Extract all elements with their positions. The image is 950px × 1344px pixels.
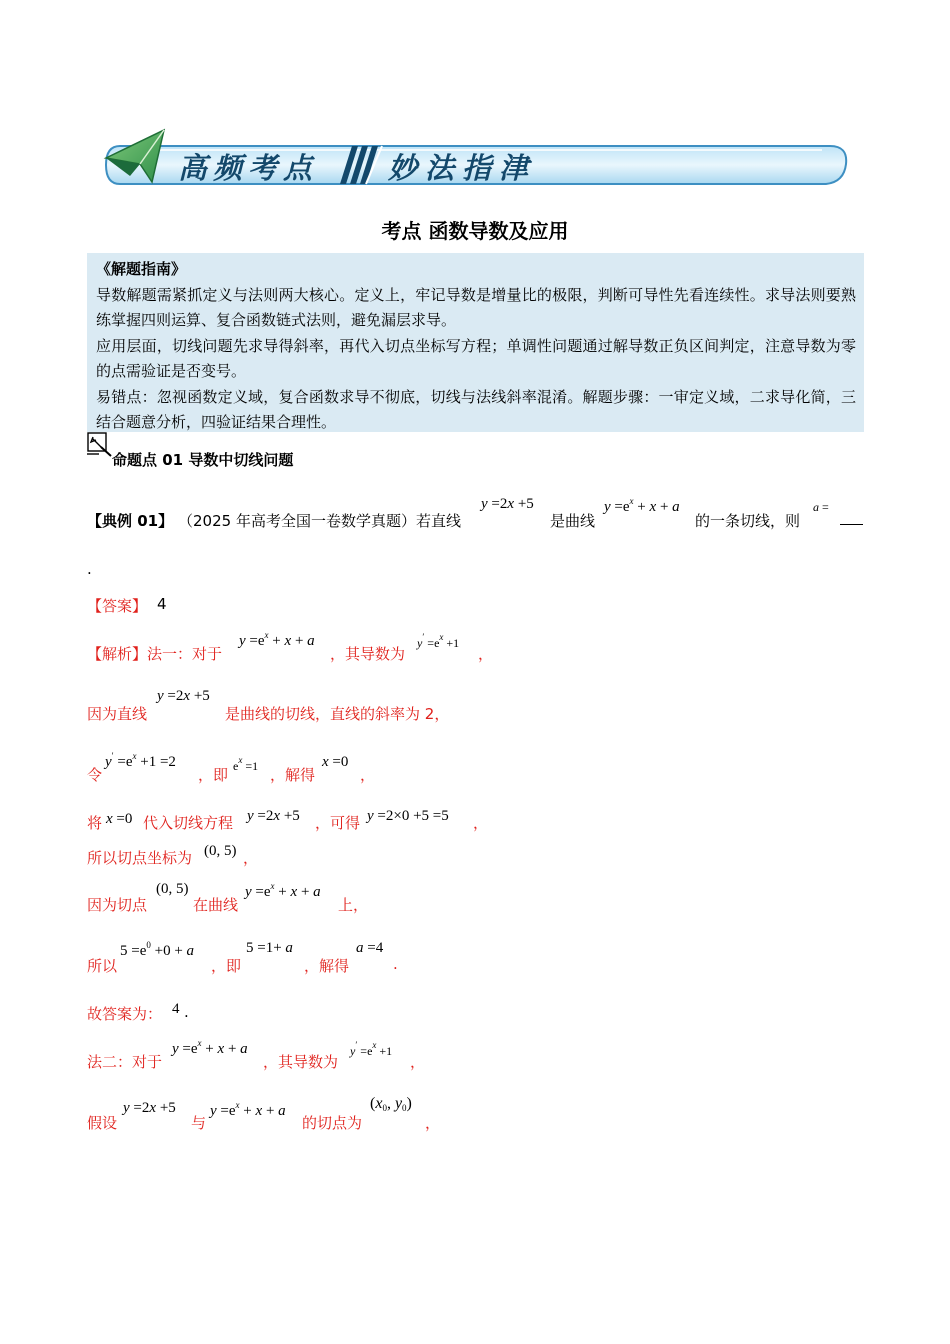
solution-line4-d: ，: [473, 814, 489, 832]
solution-line10-b: 与: [191, 1114, 207, 1132]
math-point-05-2: (0, 5): [156, 881, 189, 897]
math-x-eq-0-2: x =0: [106, 811, 133, 827]
guide-box: [87, 253, 864, 432]
example-text-mid1: 是曲线: [550, 512, 596, 530]
solution-line9-c: ，: [410, 1053, 426, 1071]
math-line-eq-2: y =2x +5: [157, 688, 210, 704]
math-5-eq-1a: 5 =1+ a: [246, 940, 293, 956]
solution-line8-value: 4: [172, 1001, 180, 1017]
banner-right-text: 妙法指津: [388, 151, 537, 185]
solution-line4-c: ，可得: [315, 814, 361, 832]
pencil-note-icon: [87, 432, 113, 458]
math-derivative-2: $y' =e^x +1$: [350, 1040, 393, 1058]
solution-line1-b: ，其导数为: [330, 645, 406, 663]
solution-line2-b: 是曲线的切线，直线的斜率为 2，: [225, 705, 450, 723]
solution-line1-c: ，: [478, 645, 494, 663]
math-a-eq: a =: [813, 500, 829, 514]
math-x-eq-0: x =0: [322, 754, 349, 770]
example-label: 【典例 01】: [87, 512, 174, 530]
solution-line2-a: 因为直线: [87, 705, 148, 723]
math-a-eq-4: a =4: [356, 940, 384, 956]
guide-paragraph-1: 导数解题需紧抓定义与法则两大核心。定义上，牢记导数是增量比的极限，判断可导性先看连续性。求导法则要熟练掌握四则运算、复合函数链式法则，避免漏层求导。: [96, 285, 856, 329]
solution-line7-d: .: [393, 955, 398, 973]
math-curve-eq-2: $y =e^x + x + a$: [239, 630, 315, 649]
math-point-05: (0, 5): [204, 843, 237, 859]
solution-line3-d: ，: [360, 766, 376, 784]
solution-line7-a: 所以: [87, 957, 118, 975]
math-curve-eq-4: $y =e^x + x + a$: [172, 1038, 248, 1057]
solution-line6-a: 因为切点: [87, 896, 148, 914]
guide-paragraph-2: 应用层面，切线问题先求导得斜率，再代入切点坐标写方程；单调性问题通过解导数正负区间判定，注意导数为零的点需验证是否变号。: [96, 336, 856, 380]
guide-paragraph-3: 易错点：忽视函数定义域，复合函数求导不彻底，切线与法线斜率混淆。解题步骤：一审定义域，二求导化简，三结合题意分析，四验证结果合理性。: [96, 387, 856, 431]
math-line-eq-4: y =2x +5: [123, 1100, 176, 1116]
answer-value: 4: [157, 595, 167, 613]
solution-line5-b: ，: [243, 849, 259, 867]
math-derivative-eq-2: $y' =e^x +1 =2$: [105, 751, 176, 770]
solution-line9-b: ，其导数为: [263, 1053, 339, 1071]
example-text-mid2: 的一条切线，则: [695, 512, 801, 530]
mingti-title: 命题点 01 导数中切线问题: [112, 451, 294, 469]
solution-line10-c: 的切点为: [302, 1114, 363, 1132]
solution-line10-d: ，: [425, 1114, 441, 1132]
solution-line7-b: ，即: [211, 957, 242, 975]
solution-line8-a: 故答案为：: [87, 1005, 163, 1023]
answer-label: 【答案】: [87, 597, 148, 615]
solution-line7-c: ，解得: [304, 957, 350, 975]
solution-line1-a: 【解析】法一：对于: [87, 645, 223, 663]
math-line-eq: y =2x +5: [481, 496, 534, 512]
banner-left-text: 高频考点: [178, 151, 319, 185]
solution-line6-c: 上，: [338, 896, 369, 914]
solution-line5-a: 所以切点坐标为: [87, 849, 193, 867]
answer-blank: [840, 524, 863, 525]
math-curve-eq-3: $y =e^x + x + a$: [245, 881, 321, 900]
solution-line4-a: 将: [87, 814, 103, 832]
solution-line10-a: 假设: [87, 1114, 118, 1132]
solution-line6-b: 在曲线: [193, 896, 239, 914]
math-derivative-1: $y' =e^x +1$: [417, 632, 460, 650]
example-source: （2025 年高考全国一卷数学真题）若直线: [178, 512, 461, 530]
math-tangent-point: ($x_0$, $y_0$): [370, 1095, 412, 1113]
math-line-eq-3: y =2x +5: [247, 808, 300, 824]
solution-line3-c: ，解得: [270, 766, 316, 784]
solution-line9-a: 法二：对于: [87, 1053, 163, 1071]
math-y-value: y =2×0 +5 =5: [367, 808, 449, 824]
solution-line3-a: 令: [87, 766, 103, 784]
solution-line3-b: ，即: [198, 766, 229, 784]
example-period: .: [87, 560, 92, 578]
section-title: 考点 函数导数及应用: [381, 219, 569, 243]
math-5-eq-e0: $5 =e^0 +0 + a$: [120, 940, 195, 959]
solution-line8-period: .: [184, 1003, 189, 1021]
math-curve-eq: $y =e^x + x + a$: [604, 496, 680, 515]
math-ex-eq-1: $e^x =1$: [233, 755, 259, 773]
guide-heading: 《解题指南》: [96, 260, 187, 278]
solution-line4-b: 代入切线方程: [143, 814, 234, 832]
math-curve-eq-5: $y =e^x + x + a$: [210, 1100, 286, 1119]
